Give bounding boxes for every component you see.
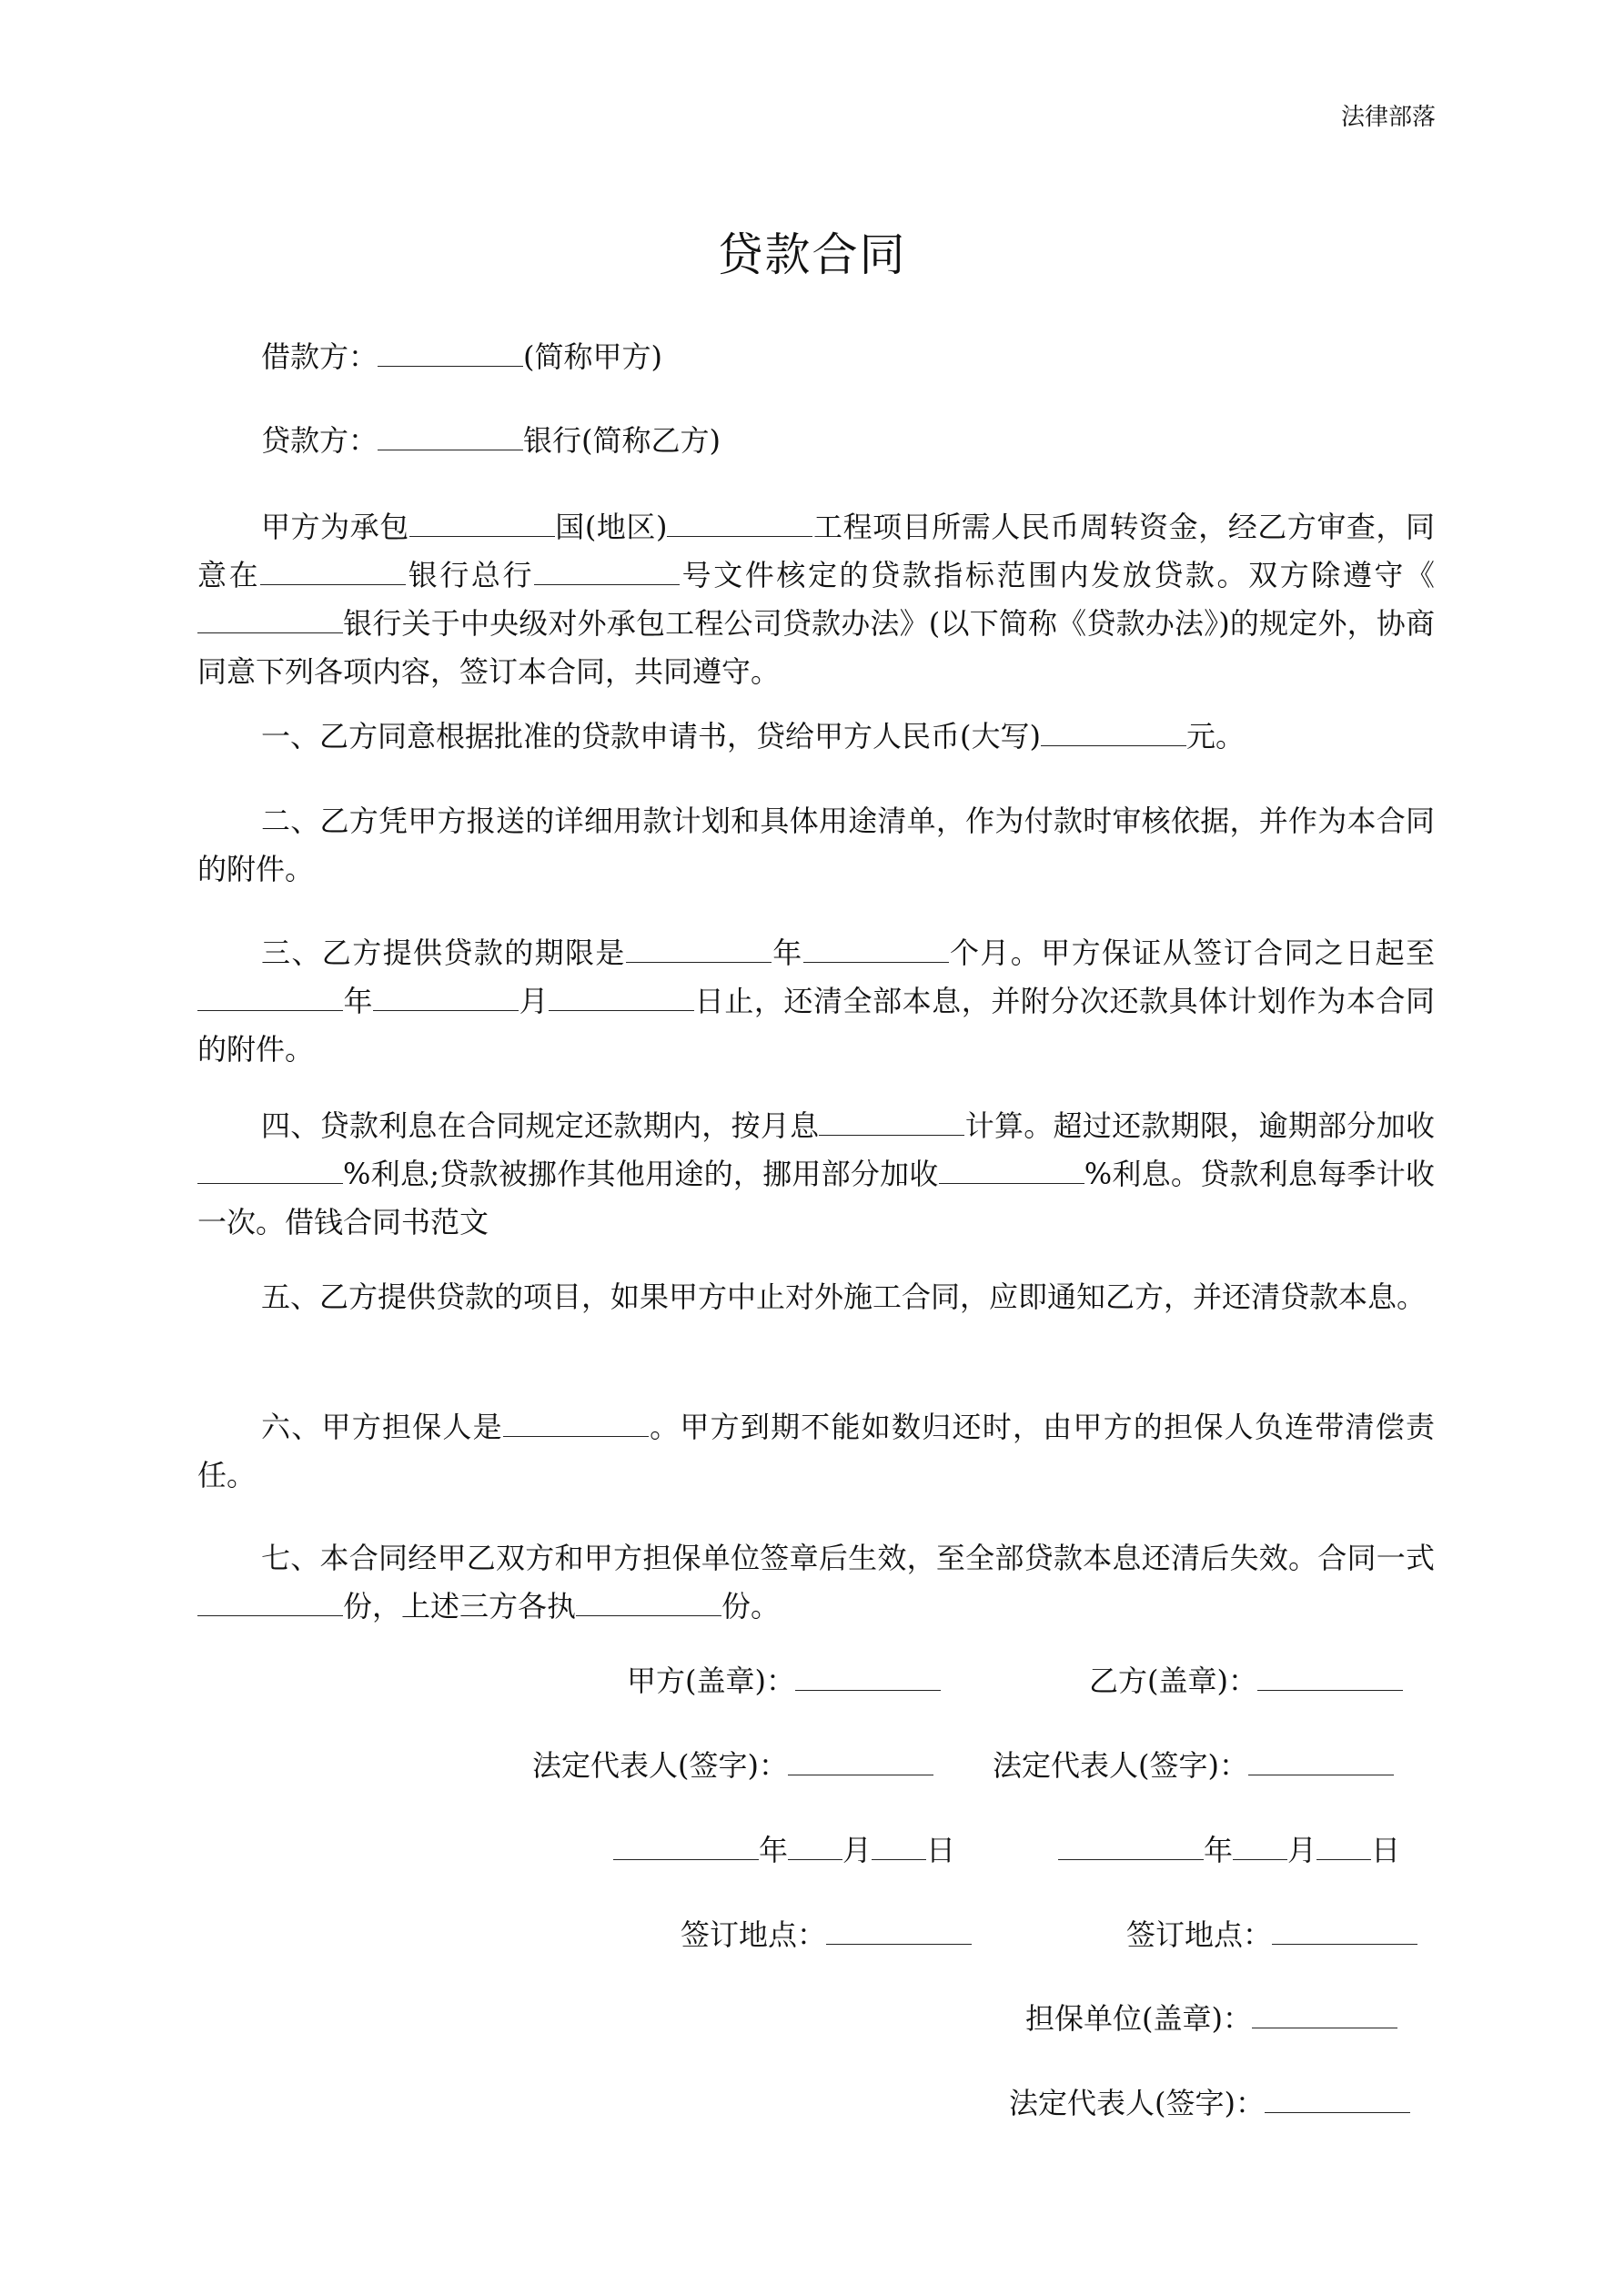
lender-suffix: 银行(简称乙方)	[523, 423, 721, 458]
clause-text: 个月。甲方保证从签订合同之日起至	[948, 936, 1435, 970]
clause-text: 三、乙方提供贷款的期限是	[261, 936, 626, 970]
guarantor-seal-blank[interactable]	[1252, 2000, 1397, 2028]
party-a-place-blank[interactable]	[826, 1917, 972, 1945]
copies-each-blank[interactable]	[576, 1588, 721, 1616]
party-b-month-blank[interactable]	[1233, 1832, 1287, 1860]
lender-line	[197, 417, 1435, 465]
clause-text: 计算。超过还款期限，逾期部分加收	[964, 1108, 1435, 1143]
clause-1	[197, 713, 1435, 761]
clause-text: 六、甲方担保人是	[261, 1410, 503, 1444]
party-a-place-label: 签订地点：	[681, 1917, 827, 1952]
guarantor-seal-label: 担保单位(盖章)：	[1025, 2001, 1252, 2036]
day-label: 日	[926, 1833, 956, 1867]
monthly-rate-blank[interactable]	[819, 1108, 964, 1136]
party-a-year-blank[interactable]	[613, 1832, 759, 1860]
clause-3	[197, 929, 1435, 1074]
preamble-text: 工程项目所需人民币周转资金，经乙方审查，同意在	[197, 510, 1435, 592]
end-day-blank[interactable]	[549, 983, 694, 1011]
day-label: 日	[1371, 1833, 1401, 1867]
clause-text: 七、本合同经甲乙双方和甲方担保单位签章后生效，至全部贷款本息还清后失效。合同一式	[261, 1541, 1435, 1575]
year-label: 年	[759, 1833, 789, 1867]
preamble-text: 国(地区)	[554, 510, 668, 544]
clause-text: 份。	[721, 1589, 781, 1623]
guarantor-rep-line	[1009, 2080, 1410, 2122]
party-b-rep-label: 法定代表人(签字)：	[993, 1748, 1248, 1783]
party-b-place-label: 签订地点：	[1126, 1917, 1273, 1952]
clause-text: 。甲方到期不能如数归还时，由甲方的担保人负连带清偿责任。	[197, 1410, 1435, 1492]
clause-text: 元。	[1185, 719, 1245, 754]
guarantor-seal-line	[1025, 1996, 1397, 2038]
clause-2	[197, 797, 1435, 894]
preamble-text: 银行总行	[406, 558, 535, 592]
party-a-month-blank[interactable]	[788, 1832, 842, 1860]
clause-text: 五、乙方提供贷款的项目，如果甲方中止对外施工合同，应即通知乙方，并还清贷款本息。	[261, 1279, 1427, 1314]
lender-label: 贷款方：	[261, 423, 378, 458]
borrower-blank[interactable]	[378, 339, 523, 367]
copies-blank[interactable]	[197, 1588, 343, 1616]
preamble-text: 甲方为承包	[261, 510, 409, 544]
month-label: 月	[842, 1833, 873, 1867]
clause-text: 日止，还清全部本息，并附分次还款具体计划作为本合同的附件。	[197, 984, 1435, 1067]
party-a-place-line	[681, 1912, 972, 1954]
preamble-paragraph	[197, 503, 1435, 696]
lender-blank[interactable]	[378, 422, 523, 450]
party-a-date-line	[613, 1827, 955, 1869]
party-a-rep-blank[interactable]	[788, 1747, 933, 1775]
clause-text: 四、贷款利息在合同规定还款期内，按月息	[261, 1108, 820, 1143]
party-a-seal-label: 甲方(盖章)：	[627, 1664, 795, 1698]
borrower-label: 借款方：	[261, 339, 378, 374]
misuse-rate-blank[interactable]	[939, 1156, 1084, 1184]
amount-blank[interactable]	[1041, 718, 1186, 746]
guarantor-rep-label: 法定代表人(签字)：	[1009, 2086, 1265, 2120]
preamble-text: 号文件核定的贷款指标范围内发放贷款。双方除遵守《	[680, 558, 1435, 592]
document-title: 贷款合同	[717, 228, 907, 281]
overdue-rate-blank[interactable]	[197, 1156, 343, 1184]
clause-text: 一、乙方同意根据批准的贷款申请书，贷给甲方人民币(大写)	[261, 719, 1041, 754]
party-a-day-blank[interactable]	[872, 1832, 926, 1860]
party-b-rep-line	[993, 1743, 1394, 1785]
party-b-rep-blank[interactable]	[1248, 1747, 1394, 1775]
year-label: 年	[1204, 1833, 1234, 1867]
clause-text: %利息;贷款被挪作其他用途的，挪用部分加收	[343, 1157, 939, 1191]
party-b-date-line	[1058, 1827, 1400, 1869]
clause-text: 二、乙方凭甲方报送的详细用款计划和具体用途清单，作为付款时审核依据，并作为本合同的附件。	[197, 804, 1435, 886]
clause-text: 年	[343, 984, 374, 1018]
party-a-seal-blank[interactable]	[795, 1663, 941, 1691]
end-month-blank[interactable]	[373, 983, 519, 1011]
clause-text: 年	[771, 936, 803, 970]
party-a-rep-line	[532, 1743, 933, 1785]
clause-6	[197, 1403, 1435, 1500]
party-b-seal-blank[interactable]	[1257, 1663, 1403, 1691]
country-blank[interactable]	[409, 509, 555, 537]
party-b-place-blank[interactable]	[1272, 1917, 1417, 1945]
borrower-suffix: (简称甲方)	[523, 339, 662, 374]
party-a-seal-line	[627, 1658, 941, 1700]
header-text: 法律部落	[1340, 104, 1436, 131]
party-b-seal-line	[1089, 1658, 1403, 1700]
project-blank[interactable]	[667, 509, 812, 537]
party-b-place-line	[1126, 1912, 1417, 1954]
clause-4	[197, 1102, 1435, 1247]
clause-text: %利息。贷款利息每季计收一次。借钱合同书范文	[197, 1157, 1435, 1239]
guarantor-rep-blank[interactable]	[1265, 2085, 1410, 2113]
end-year-blank[interactable]	[197, 983, 343, 1011]
party-b-year-blank[interactable]	[1058, 1832, 1204, 1860]
party-a-rep-label: 法定代表人(签字)：	[532, 1748, 788, 1783]
party-b-day-blank[interactable]	[1316, 1832, 1371, 1860]
clause-text: 月	[519, 984, 550, 1018]
clause-5	[197, 1273, 1435, 1321]
preamble-text: 银行关于中央级对外承包工程公司贷款办法》(以下简称《贷款办法》)的规定外，协商同意下列各项内容，签订本合同，共同遵守。	[197, 606, 1435, 689]
term-years-blank[interactable]	[626, 935, 772, 963]
document-number-blank[interactable]	[534, 557, 680, 585]
guarantor-blank[interactable]	[503, 1409, 649, 1437]
term-months-blank[interactable]	[803, 935, 949, 963]
clause-text: 份，上述三方各执	[343, 1589, 577, 1623]
month-label: 月	[1287, 1833, 1317, 1867]
party-b-seal-label: 乙方(盖章)：	[1089, 1664, 1257, 1698]
bank-blank[interactable]	[260, 557, 406, 585]
borrower-line	[197, 333, 1435, 381]
clause-7	[197, 1534, 1435, 1631]
bank-name-blank[interactable]	[197, 605, 343, 633]
